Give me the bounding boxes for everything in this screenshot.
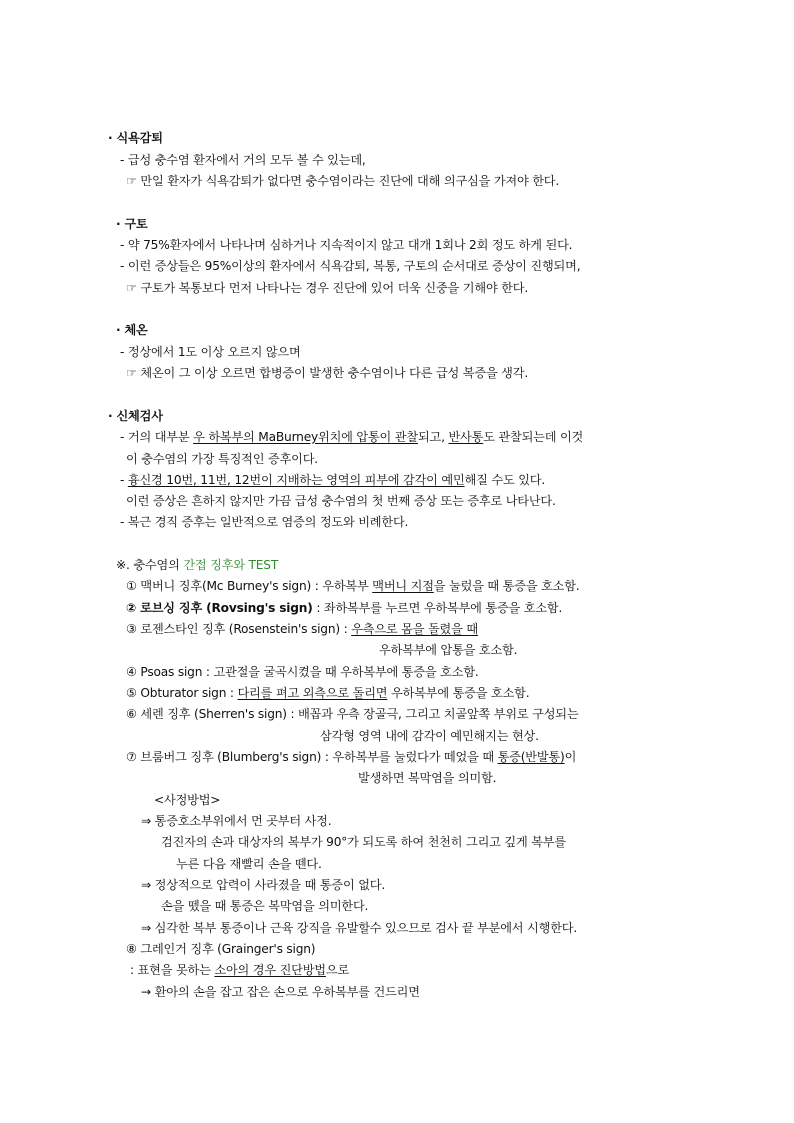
underlined-text: 우 하복부의 MaBurney위치에 압통이 관찰 xyxy=(193,430,418,444)
text-line: - 복근 경직 증후는 일반적으로 염증의 정도와 비례한다. xyxy=(120,515,409,529)
method-step-cont: 누른 다음 재빨리 손을 뗀다. xyxy=(176,857,322,871)
section-heading-temp: · 체온 xyxy=(116,323,148,337)
note-line: ☞ 만일 환자가 식욕감퇴가 없다면 충수염이라는 진단에 대해 의구심을 가져야 한다. xyxy=(126,174,560,188)
sign-item-1: ① 맥버니 징후(Mc Burney's sign) : 우하복부 맥버니 지점을 눌렀을 때 통증을 호소함. xyxy=(126,579,580,593)
note-line: ☞ 구토가 복통보다 먼저 나타나는 경우 진단에 있어 더욱 신중을 기해야 한다. xyxy=(126,281,529,295)
method-step-cont: 검진자의 손과 대상자의 복부가 90°가 되도록 하여 천천히 그리고 깊게 복부를 xyxy=(161,835,566,849)
text-line: - 정상에서 1도 이상 오르지 않으며 xyxy=(120,345,301,359)
sign-item-2: ② 로브싱 징후 (Rovsing's sign) : 좌하복부를 누르면 우하복부에 통증을 호소함. xyxy=(126,601,563,615)
method-title: <사정방법> xyxy=(154,793,221,807)
text-line: - 이런 증상들은 95%이상의 환자에서 식욕감퇴, 복통, 구토의 순서대로 증상이 진행되며, xyxy=(120,259,581,273)
text-line: - 약 75%환자에서 나타나며 심하거나 지속적이지 않고 대개 1회나 2회 정도 하게 된다. xyxy=(120,238,573,252)
sign-item-8-step: → 환아의 손을 잡고 잡은 손으로 우하복부를 건드리면 xyxy=(141,985,420,999)
text-line: - 흉신경 10번, 11번, 12번이 지배하는 영역의 피부에 감각이 예민해질 수도 있다. xyxy=(120,473,546,487)
section-heading-appetite: · 식욕감퇴 xyxy=(108,131,163,145)
sign-item-5: ⑤ Obturator sign : 다리를 펴고 외측으로 돌리면 우하복부에 통증을 호소함. xyxy=(126,686,530,700)
sign-item-7: ⑦ 브룸버그 징후 (Blumberg's sign) : 우하복부를 눌렀다가 떼었을 때 통증(반발통)이 xyxy=(126,750,577,764)
method-step: ⇒ 통증호소부위에서 먼 곳부터 사정. xyxy=(141,814,332,828)
underlined-text: 반사통 xyxy=(448,430,484,444)
sign-item-8-desc: : 표현을 못하는 소아의 경우 진단방법으로 xyxy=(130,963,350,977)
method-step-cont: 손을 뗐을 때 통증은 복막염을 의미한다. xyxy=(161,899,369,913)
sign-item-7-cont: 발생하면 복막염을 의미함. xyxy=(358,771,497,785)
text-line: - 급성 충수염 환자에서 거의 모두 볼 수 있는데, xyxy=(120,153,366,167)
note-line: ☞ 체온이 그 이상 오르면 합병증이 발생한 충수염이나 다른 급성 복증을 생각. xyxy=(126,366,529,380)
section-heading-vomit: · 구토 xyxy=(116,217,148,231)
underlined-text: 흉신경 10번, 11번, 12번이 지배하는 영역의 피부에 감각이 예민 xyxy=(127,473,465,487)
text-line: - 거의 대부분 우 하복부의 MaBurney위치에 압통이 관찰되고, 반사통도 관찰되는데 이것 xyxy=(120,430,584,444)
sign-item-3: ③ 로젠스타인 징후 (Rosenstein's sign) : 우측으로 몸을 돌렸을 때 xyxy=(126,622,478,636)
text-line: 이런 증상은 흔하지 않지만 가끔 급성 충수염의 첫 번째 증상 또는 증후로 나타난다. xyxy=(126,494,556,508)
sign-item-3-cont: 우하복부에 압통을 호소함. xyxy=(379,643,518,657)
sign-item-6: ⑥ 세렌 징후 (Sherren's sign) : 배꼽과 우측 장골극, 그리고 치골앞쪽 부위로 구성되는 xyxy=(126,707,579,721)
sign-item-8: ⑧ 그레인거 징후 (Grainger's sign) xyxy=(126,942,316,956)
method-step: ⇒ 심각한 복부 통증이나 근육 강직을 유발할수 있으므로 검사 끝 부분에서 시행한다. xyxy=(141,921,578,935)
signs-heading: ※. 충수염의 간접 징후와 TEST xyxy=(116,558,279,572)
section-heading-exam: · 신체검사 xyxy=(108,409,163,423)
sign-item-6-cont: 삼각형 영역 내에 감각이 예민해지는 현상. xyxy=(320,729,539,743)
method-step: ⇒ 정상적으로 압력이 사라졌을 때 통증이 없다. xyxy=(141,878,386,892)
sign-item-4: ④ Psoas sign : 고관절을 굴곡시켰을 때 우하복부에 통증을 호소함. xyxy=(126,665,479,679)
text-line: 이 충수염의 가장 특징적인 증후이다. xyxy=(126,452,318,466)
highlighted-text: 간접 징후와 TEST xyxy=(183,558,279,572)
